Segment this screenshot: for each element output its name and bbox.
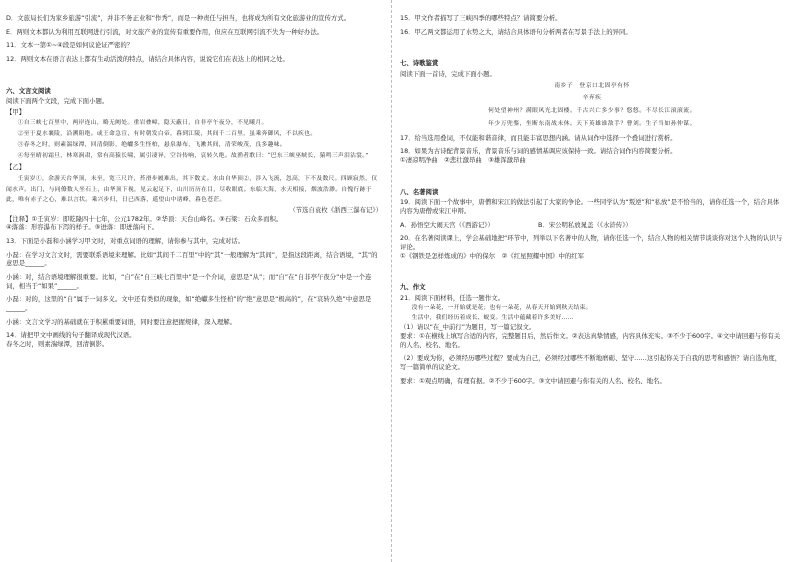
notes-line-2: ④落落：形容瀑布下泻的样子。⑤迸落：即迸落向下。 (6, 223, 159, 232)
column-divider (391, 0, 392, 562)
notes-line-1: 【注释】①壬寅岁：即乾隆四十七年，公元1782年。②华顶：天台山峰名。③石梁：石众多而积。 (6, 214, 283, 223)
question-14: 14．请把甲文中画线的句子翻译成现代汉语。 (6, 331, 136, 340)
poem-line-1: 何处望神州？满眼风光北固楼。千古兴亡多少事？悠悠。不尽长江滚滚流。 (488, 108, 696, 115)
question-12: 12．两则文本在语言表达上都有生动活泼的特点，请结合具体内容，说说它们在表达上的相同之处。 (6, 54, 289, 63)
section-6-title: 六、文言文阅读 (6, 86, 51, 95)
dialog-line-2: 小涵：对，结合语境理解很重要。比如，“自”在“自三峡七百里中”是一个介词，意思是“从”；而“自”在“自非亭午夜分”中是一个连词，相当于“如果”______。 (6, 273, 372, 290)
option-d: D．文旅局长们为家乡旅游“引流”，并非不务正业和“作秀”，而是一种责任与担当，也将成为所有文化旅游业的宣传方式。 (6, 14, 351, 22)
question-18: 18．如果为古诗配背景音乐，背景音乐与词的感情基调应该保持一致。请结合词作内容简要分析。 (400, 147, 677, 156)
question-15: 15．甲文作者描写了三峡四季的哪些特点？请简要分析。 (400, 14, 562, 22)
question-11: 11．文本一第①~④段是如何议论证严密的？ (6, 41, 134, 50)
essay-prompt-1-requirements (400, 332, 784, 349)
yi-paragraph: 壬寅岁①，余游天台华顶，未至，宽三尺许，苔滑步履难出，其下数丈。水由自华顶②，涉入飞流，忽高，下不及数尺。四顾寂然，仅闻水声。出门，与同僚数人坐石上，由华顶下视，见云起足下，山川历历在目，尽收眼底。东临大海，水天相接，烟波浩渺。自愧行跡于此，唯有赤子之心，难以言状。乘兴步归，日已西落，遥望山中诸峰，暮色苍茫。 (6, 176, 378, 204)
dialog-line-1: 小磊：在学习文言文时，需要联系语境来理解。比如“其间千二百里”中的“其”一般理解为“其间”，是指这段距离，结合语境，“其”的意思是______。 (6, 250, 378, 268)
jia-paragraph-2: ②至于夏水襄陵，沿溯阻绝。或王命急宣，有时朝发白帝，暮到江陵，其间千二百里，虽乘奔御风，不以疾也。 (17, 131, 317, 138)
question-19: 19．阅读下面一个故事中，唐僧和宋江的做法引起了大家的争论。一些同学认为“叛逆”和“私放”是不恰当的，请你任选一个，结合具体内容为唐僧或宋江申辩。 (400, 198, 780, 216)
question-20: 20．在名著阅读课上，学会基础地把“环节中，列举以下名著中的人物，请你任选一个，结合人物的相关情节谈谈你对这个人物的认识与评论。 (400, 234, 783, 251)
poem-line-2: 年少万兜鍪，坐断东南战未休。天下英雄谁敌手？曹刘。生子当如孙仲谋。 (488, 121, 696, 127)
question-13: 13．下面是小磊和小涵学习甲文时，对重点词语的理解，请你参与其中，完成对话。 (6, 237, 245, 246)
option-e: E．两则文本都认为利用互联网进行引流，对文旅产业的宣传有重要作用，但应在互联网引流不失为一种好办法。 (6, 27, 324, 36)
text-jia-label: 【甲】 (6, 107, 26, 116)
section-6-instruction: 阅读下面两个文段，完成下面小题。 (6, 97, 109, 106)
essay-material-line-2: 生活中，我们经历着成长、蜕变。生活中蕴藏着许多美好…… (411, 314, 574, 321)
question-17: 17．给当选用叠词，不仅能和谐音律，而且能丰富思想内涵。请从词作中选择一个叠词进行赏析。 (400, 133, 677, 142)
dialog-line-4: 小涵：文言文学习的基础就在于积累重要词语，同时要注意把握规律，深入理解。 (6, 317, 237, 326)
question-21: 21．阅读下面材料，任选一题作文。 (400, 293, 504, 302)
right-column (400, 14, 784, 385)
left-column (6, 14, 382, 348)
section-7-instruction: 阅读下面一首诗，完成下面小题。 (400, 69, 496, 78)
dialog-line-3: 小磊：对的，这里的“自”属于一词多义。文中还有类似的现象，如“绝巘多生怪柏”的“绝”意思是“极高的”，在“哀转久绝”中意思是______。 (6, 295, 372, 312)
poem-author: 辛弃疾 (582, 95, 602, 102)
jia-paragraph-3: ③春冬之时，则素湍绿潭，回清倒影，绝巘多生怪柏，悬泉瀑布，飞漱其间，清荣峻茂，良多趣味。 (17, 141, 286, 148)
requirements-text: ①在横线上填写合适的内容，完整题目后，然后作文。②表达真挚情感，内容具体充实。③不少于600字。④文中请回避与你有关的人名、校名、地名。 (400, 331, 781, 349)
question-18-options: ①凄凉明净曲 ②悲壮激昂曲 ③雄浑激昂曲 (400, 156, 526, 165)
essay-prompt-2-requirements: 要求：①观点明确，有理有据。②不少于600字。③文中请回避与你有关的人名、校名、地名。 (400, 376, 666, 385)
question-20-options: ①《钢铁是怎样炼成的》中的保尔 ②《红星照耀中国》中的红军 (400, 251, 585, 260)
section-9-title: 九、作文 (400, 283, 426, 292)
poem-title: 南乡子 登京口北固亭有怀 (554, 82, 630, 89)
essay-prompt-2: （2）要成为你，必须经历哪些过程？要成为自己，必须经过哪些不断地磨砺、坚守……这引起你关于自我的思考和感悟？请自选角度，写一篇简单的议论文。 (400, 354, 782, 371)
question-19-choice-b: B．宋公明私放晁盖（《水浒传》） (537, 220, 632, 229)
question-14-sentence: 春冬之时，则素湍绿潭，回清倒影。 (6, 339, 109, 348)
question-19-choice-a: A．孙悟空大闹天宫（《西游记》） (400, 220, 494, 229)
section-7-title: 七、诗歌鉴赏 (400, 59, 439, 68)
essay-prompt-1: （1）请以“在_中前行”为题目，写一篇记叙文。 (400, 323, 536, 332)
text-yi-label: 【乙】 (6, 163, 26, 172)
question-19-choices (400, 221, 784, 230)
question-16: 16．甲乙两文都运用了水势之大，请结合具体语句分析两者在写景手法上的异同。 (400, 27, 632, 36)
requirements-label: 要求： (400, 331, 420, 340)
section-8-title: 八、名著阅读 (400, 187, 439, 196)
essay-material-line-1: 没有一朵花，一开始就是花；也有一朵花，从春天开始到秋天结束。 (411, 304, 592, 311)
jia-paragraph-1: ①自三峡七百里中，两岸连山，略无阙处。重岩叠嶂，隐天蔽日，自非亭午夜分，不见曦月。 (17, 120, 268, 127)
jia-paragraph-4: ④每至晴初霜旦，林寒涧肃，常有高猿长啸，属引凄异，空谷传响，哀转久绝。故渔者歌曰：“巴东三峡巫峡长，猿鸣三声泪沾裳。” (17, 152, 369, 159)
source-citation: （节选自袁枚《浙西三瀑布记》） (289, 206, 382, 215)
